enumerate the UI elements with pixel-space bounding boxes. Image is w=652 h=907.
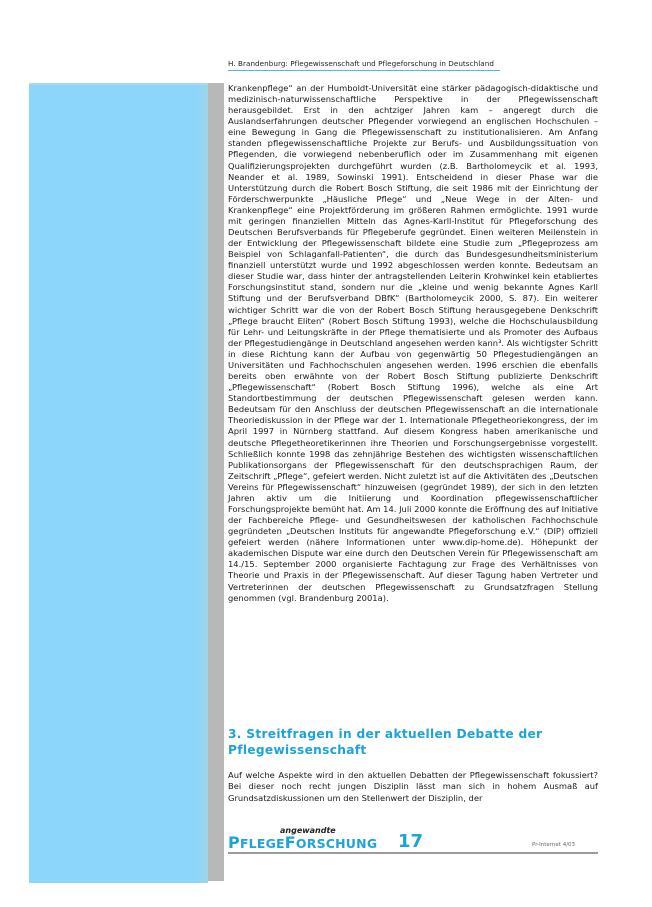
logo-letters: ORSCHUNG xyxy=(295,836,378,851)
body-paragraph: Krankenpflege“ an der Humboldt-Universität eine stärker pädagogisch-didaktische und medizinisch-naturwissenschaftliche Perspektive in der Pflegewissenschaft herausgebildet. Erst in den achtziger Jahren kam – angeregt durch die Auslandserfahrungen deutscher Pflegender vorwiegend an englischen Hochschulen – eine Bewegung in Gang die Pflegewissenschaft zu institutionalisieren. Am Anfang standen pflegewissenschaftliche Projekte zur Berufs- und Ausbildungssituation von Pflegenden, die vorwiegend nebenberuflich oder im Zusammenhang mit eigenen Qualifizierungsprojekten durchgeführt wurden (z.B. Bartholomeycik et al. 1993, Neander et al. 1989, Sowinski 1991). Entscheidend in dieser Phase war die Unterstützung durch die Robert Bosch Stiftung, die seit 1986 mit der Einrichtung der Förderschwerpunkte „Häusliche Pflege“ und „Neue Wege in der Alten- und Krankenpflege“ eine Projektförderung im größeren Rahmen ermöglichte. 1991 wurde mit geringen finanziellen Mitteln das Agnes-Karll-Institut für Pflegeforschung des Deutschen Berufsverbands für Pflegeberufe gegründet. Einen weiteren Meilenstein in der Entwicklung der Pflegewissenschaft bildete eine Studie zum „Pflegeprozess am Beispiel von Schlaganfall-Patienten“, die durch das Bundesgesundheitsministerium finanziell unterstützt wurde und 1992 abgeschlossen werden konnte. Bedeutsam an dieser Studie war, dass hinter der antragstellenden Leiterin Krohwinkel kein etabliertes Forschungsinstitut stand, sondern nur die „kleine und wenig bekannte Agnes Karll Stiftung und der Berufsverband DBfK“ (Bartholomeycik 2000, S. 87). Ein weiterer wichtiger Schritt war die von der Robert Bosch Stiftung herausgegebene Denkschrift „Pflege braucht Eliten“ (Robert Bosch Stiftung 1993), welche die Hochschulausbildung für Lehr- und Leitungskräfte in der Pflege thematisierte und als Promoter des Aufbaus der Pflegestudiengänge in Deutschland angesehen werden kann³. Als wichtigster Schritt in diese Richtung kann der Aufbau von gegenwärtig 50 Pflegestudiengängen an Universitäten und Fachhochschulen angesehen werden. 1996 erschien die ebenfalls bereits oben erwähnte von der Robert Bosch Stiftung publizierte Denkschrift „Pflegewissenschaft“ (Robert Bosch Stiftung 1996), welche als eine Art Standortbestimmung der deutschen Pflegewissenschaft gelesen werden kann. Bedeutsam für den Anschluss der deutschen Pflegewissenschaft an die internationale Theoriediskussion in der Pflege war der 1. Internationale Pflegetheoriekongress, der im April 1997 in Nürnberg stattfand. Auf diesem Kongress haben amerikanische und deutsche Pflegetheoretikerinnen ihre Theorien und Forschungsergebnisse vorgestellt. Schließlich konnte 1998 das zehnjährige Bestehen des wichtigsten wissenschaftlichen Publikationsorgans der Pflegewissenschaft für den deutschsprachigen Raum, der Zeitschrift „Pflege“, gefeiert werden. Nicht zuletzt ist auf die Aktivitäten des „Deutschen Vereins für Pflegewissenschaft“ hinzuweisen (gegründet 1989), der sich in den letzten Jahren aktiv um die Initiierung und Koordination pflegewissenschaftlicher Forschungsprojekte bemüht hat. Am 14. Juli 2000 konnte die Eröffnung des auf Initiative der Fachbereiche Pflege- und Gesundheitswesen der katholischen Fachhochschule gegründeten „Deutschen Instituts für angewandte Pflegeforschung e.V.“ (DIP) offiziell gefeiert werden (nähere Informationen unter www.dip-home.de). Höhepunkt der akademischen Dispute war eine durch den Deutschen Verein für Pflegewissenschaft am 14./15. September 2000 organisierte Fachtagung zur Frage des Verhältnisses von Theorie und Praxis in der Pflegewissenschaft. Auf dieser Tagung haben Vertreter und Vertreterinnen der deutschen Pflegewissenschaft zu Grundsatzfragen Stellung genommen (vgl. Brandenburg 2001a). xyxy=(228,83,598,603)
logo-letter: P xyxy=(228,833,240,852)
footer-divider xyxy=(228,852,598,854)
decorative-side-panel xyxy=(29,83,208,883)
section-heading: 3. Streitfragen in der aktuellen Debatte der Pflegewissenschaft xyxy=(228,727,543,757)
body-paragraph: Auf welche Aspekte wird in den aktuellen Debatten der Pflegewissenschaft fokussiert? Bei dieser noch recht jungen Disziplin lässt man sich in hohem Ausmaß auf Grundsatzdiskussionen um den Stellenwert der Disziplin, der xyxy=(228,770,598,803)
logo-subtitle: angewandte xyxy=(280,826,336,835)
running-head: H. Brandenburg: Pflegewissenschaft und Pflegeforschung in Deutschland xyxy=(228,59,500,71)
body-text-continued xyxy=(228,762,598,812)
logo-letter: F xyxy=(284,833,296,852)
page-number: 17 xyxy=(398,831,424,852)
decorative-gray-bar xyxy=(208,83,224,881)
logo-title xyxy=(228,833,377,852)
logo-letters: FLEGE xyxy=(239,836,285,851)
body-text xyxy=(228,83,598,604)
footer-tag: Pr-Internet 4/03 xyxy=(532,842,576,848)
